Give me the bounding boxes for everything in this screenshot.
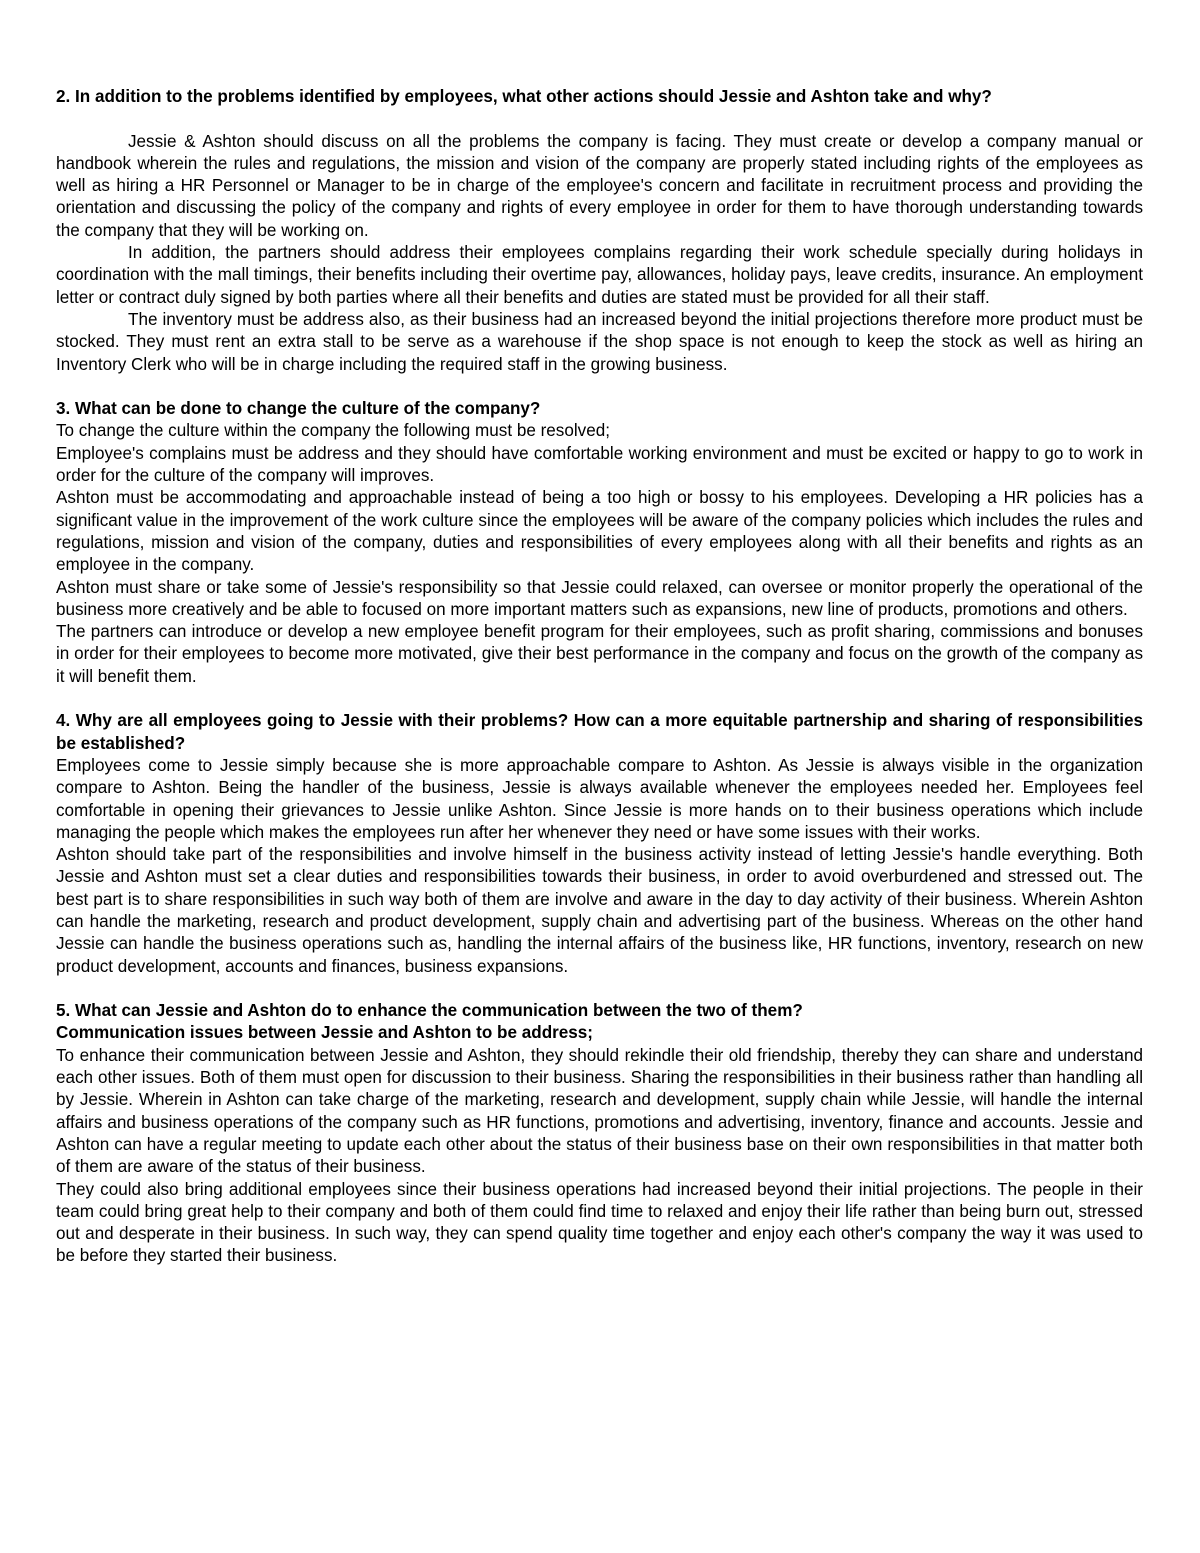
answer-paragraph: Employee's complains must be address and they should have comfortable working environment and must be excited or happy to go to work in order for the culture of the company will improves. bbox=[56, 443, 1143, 486]
answer-paragraph: To change the culture within the company the following must be resolved; bbox=[56, 421, 610, 441]
section-question-2 bbox=[56, 86, 1143, 376]
answer-paragraph: In addition, the partners should address their employees complains regarding their work schedule specially during holidays in coordination with the mall timings, their benefits including their overtime pay, allowances, holiday pays, leave credits, insurance. An employment letter or contract duly signed by both parties where all their benefits and duties are stated must be provided for all their staff. bbox=[56, 243, 1143, 307]
section-question-4 bbox=[56, 710, 1143, 978]
question-heading: 4. Why are all employees going to Jessie with their problems? How can a more equitable partnership and sharing of responsibilities be established? bbox=[56, 711, 1143, 753]
spacer bbox=[56, 108, 1143, 130]
section-question-3 bbox=[56, 398, 1143, 688]
answer-paragraph: The inventory must be address also, as their business had an increased beyond the initial projections therefore more product must be stocked. They must rent an extra stall to be serve as a warehouse if the shop space is not enough to keep the stock as well as hiring an Inventory Clerk who will be in charge including the required staff in the growing business. bbox=[56, 309, 1143, 374]
answer-paragraph: Jessie & Ashton should discuss on all the problems the company is facing. They must create or develop a company manual or handbook wherein the rules and regulations, the mission and vision of the company are properly stated including rights of the employees as well as hiring a HR Personnel or Manager to be in charge of the employee's concern and facilitate in recruitment process and providing the orientation and discussing the policy of the company and rights of every employee in order for them to have thorough understanding towards the company that they will be working on. bbox=[56, 131, 1143, 240]
question-subheading: Communication issues between Jessie and Ashton to be address; bbox=[56, 1023, 594, 1043]
question-heading: 2. In addition to the problems identified by employees, what other actions should Jessie and Ashton take and why? bbox=[56, 87, 992, 106]
answer-paragraph: The partners can introduce or develop a new employee benefit program for their employees, such as profit sharing, commissions and bonuses in order for their employees to become more motivated, give their best performance in the company and focus on the growth of the company as it will benefit them. bbox=[56, 622, 1143, 686]
question-heading: 5. What can Jessie and Ashton do to enhance the communication between the two of them? bbox=[56, 1001, 803, 1021]
answer-paragraph: To enhance their communication between Jessie and Ashton, they should rekindle their old friendship, thereby they can share and understand each other issues. Both of them must open for discussion to their business. Sharing the responsibilities in their business rather than handling all by Jessie. Wherein in Ashton can take charge of the marketing, research and development, supply chain while Jessie, will handle the internal affairs and business operations of the company such as HR functions, promotions and advertising, inventory, finance and accounts. Jessie and Ashton can have a regular meeting to update each other about the status of their business base on their own responsibilities in that matter both of them are aware of the status of their business. bbox=[56, 1045, 1143, 1177]
answer-paragraph: They could also bring additional employees since their business operations had increased beyond their initial projections. The people in their team could bring great help to their company and both of them could find time to relaxed and enjoy their life rather than being burn out, stressed out and desperate in their business. In such way, they can spend quality time together and enjoy each other's company the way it was used to be before they started their business. bbox=[56, 1179, 1143, 1266]
section-question-5 bbox=[56, 1000, 1143, 1268]
answer-paragraph: Ashton must be accommodating and approachable instead of being a too high or bossy to his employees. Developing a HR policies has a significant value in the improvement of the work culture since the employees will be aware of the company policies which includes the rules and regulations, mission and vision of the company, duties and responsibilities of every employees along with all their benefits and rights as an employee in the company. bbox=[56, 488, 1143, 575]
document-page bbox=[56, 86, 1143, 1290]
question-heading: 3. What can be done to change the culture of the company? bbox=[56, 399, 541, 419]
answer-paragraph: Employees come to Jessie simply because she is more approachable compare to Ashton. As Jessie is always visible in the organization compare to Ashton. Being the handler of the business, Jessie is always available whenever the employees needed her. Employees feel comfortable in opening their grievances to Jessie unlike Ashton. Since Jessie is more hands on to their business operations which include managing the people which makes the employees run after her whenever they need or have some issues with their works. bbox=[56, 755, 1143, 842]
answer-paragraph: Ashton must share or take some of Jessie's responsibility so that Jessie could relaxed, can oversee or monitor properly the operational of the business more creatively and be able to focused on more important matters such as expansions, new line of products, promotions and others. bbox=[56, 577, 1143, 619]
answer-paragraph: Ashton should take part of the responsibilities and involve himself in the business activity instead of letting Jessie's handle everything. Both Jessie and Ashton must set a clear duties and responsibilities towards their business, in order to avoid overburdened and stressed out. The best part is to share responsibilities in such way both of them are involve and aware in the day to day activity of their business. Wherein Ashton can handle the marketing, research and product development, supply chain and advertising part of the business. Whereas on the other hand Jessie can handle the business operations such as, handling the internal affairs of the business like, HR functions, inventory, research on new product development, accounts and finances, business expansions. bbox=[56, 845, 1143, 976]
